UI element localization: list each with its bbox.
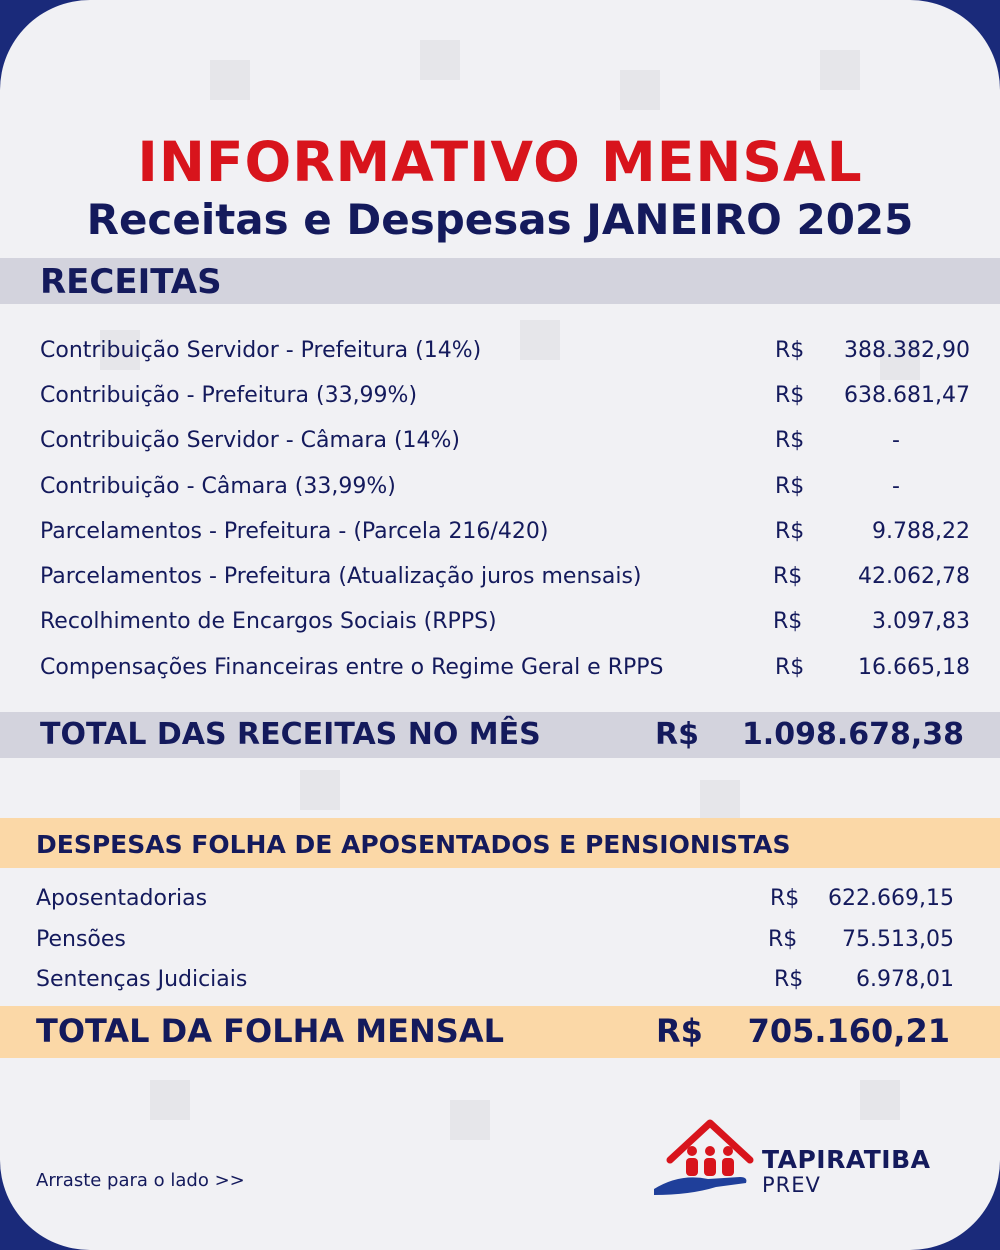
receita-row (40, 338, 970, 372)
despesa-currency: R$ (774, 967, 804, 992)
total-receitas-value: 1.098.678,38 (741, 717, 964, 752)
receita-row (40, 564, 970, 598)
receita-desc: Contribuição Servidor - Prefeitura (14%) (40, 338, 482, 363)
despesa-desc: Pensões (36, 927, 126, 952)
despesa-value: 622.669,15 (828, 886, 954, 911)
total-folha-value: 705.160,21 (747, 1012, 950, 1050)
total-receitas-currency: R$ (655, 717, 699, 752)
receita-desc: Contribuição Servidor - Câmara (14%) (40, 428, 461, 453)
receita-desc: Contribuição - Prefeitura (33,99%) (40, 383, 418, 408)
receita-currency: R$ (775, 338, 805, 363)
receita-row (40, 474, 970, 508)
receita-value: 16.665,18 (858, 655, 970, 680)
despesa-value: 75.513,05 (842, 927, 954, 952)
receita-value: - (892, 474, 900, 499)
receita-value: - (892, 428, 900, 453)
receita-row (40, 655, 970, 689)
tapiratiba-prev-logo (650, 1115, 940, 1200)
receita-row (40, 609, 970, 643)
receita-row (40, 519, 970, 553)
receita-currency: R$ (773, 564, 803, 589)
despesa-currency: R$ (768, 927, 798, 952)
page-title: INFORMATIVO MENSAL (137, 130, 863, 194)
receita-value: 638.681,47 (844, 383, 970, 408)
receita-desc: Compensações Financeiras entre o Regime Geral e RPPS (40, 655, 664, 680)
receita-value: 9.788,22 (872, 519, 970, 544)
receita-desc: Contribuição - Câmara (33,99%) (40, 474, 396, 499)
despesa-value: 6.978,01 (856, 967, 954, 992)
total-folha-label: TOTAL DA FOLHA MENSAL (36, 1012, 504, 1050)
total-folha-currency: R$ (656, 1012, 703, 1050)
receita-row (40, 428, 970, 462)
despesa-desc: Sentenças Judiciais (36, 967, 248, 992)
receita-currency: R$ (775, 474, 805, 499)
receita-value: 3.097,83 (872, 609, 970, 634)
receita-desc: Parcelamentos - Prefeitura (Atualização juros mensais) (40, 564, 642, 589)
house-family-icon (650, 1115, 760, 1200)
receita-row (40, 383, 970, 417)
total-receitas-label: TOTAL DAS RECEITAS NO MÊS (40, 717, 541, 752)
swipe-hint: Arraste para o lado >> (36, 1170, 245, 1191)
despesa-row (36, 886, 954, 918)
receita-value: 42.062,78 (858, 564, 970, 589)
receita-desc: Parcelamentos - Prefeitura - (Parcela 216/420) (40, 519, 549, 544)
receita-currency: R$ (775, 428, 805, 453)
logo-suffix: PREV (762, 1173, 821, 1197)
despesa-desc: Aposentadorias (36, 886, 208, 911)
receita-currency: R$ (773, 609, 803, 634)
receita-currency: R$ (775, 655, 805, 680)
receita-value: 388.382,90 (844, 338, 970, 363)
logo-name: TAPIRATIBA (762, 1145, 931, 1174)
receita-currency: R$ (775, 383, 805, 408)
receita-desc: Recolhimento de Encargos Sociais (RPPS) (40, 609, 497, 634)
page-subtitle: Receitas e Despesas JANEIRO 2025 (86, 195, 914, 244)
despesas-heading: DESPESAS FOLHA DE APOSENTADOS E PENSIONISTAS (36, 830, 791, 859)
despesa-currency: R$ (770, 886, 800, 911)
despesa-row (36, 967, 954, 999)
despesa-row (36, 927, 954, 959)
receitas-heading: RECEITAS (40, 262, 222, 302)
receita-currency: R$ (775, 519, 805, 544)
